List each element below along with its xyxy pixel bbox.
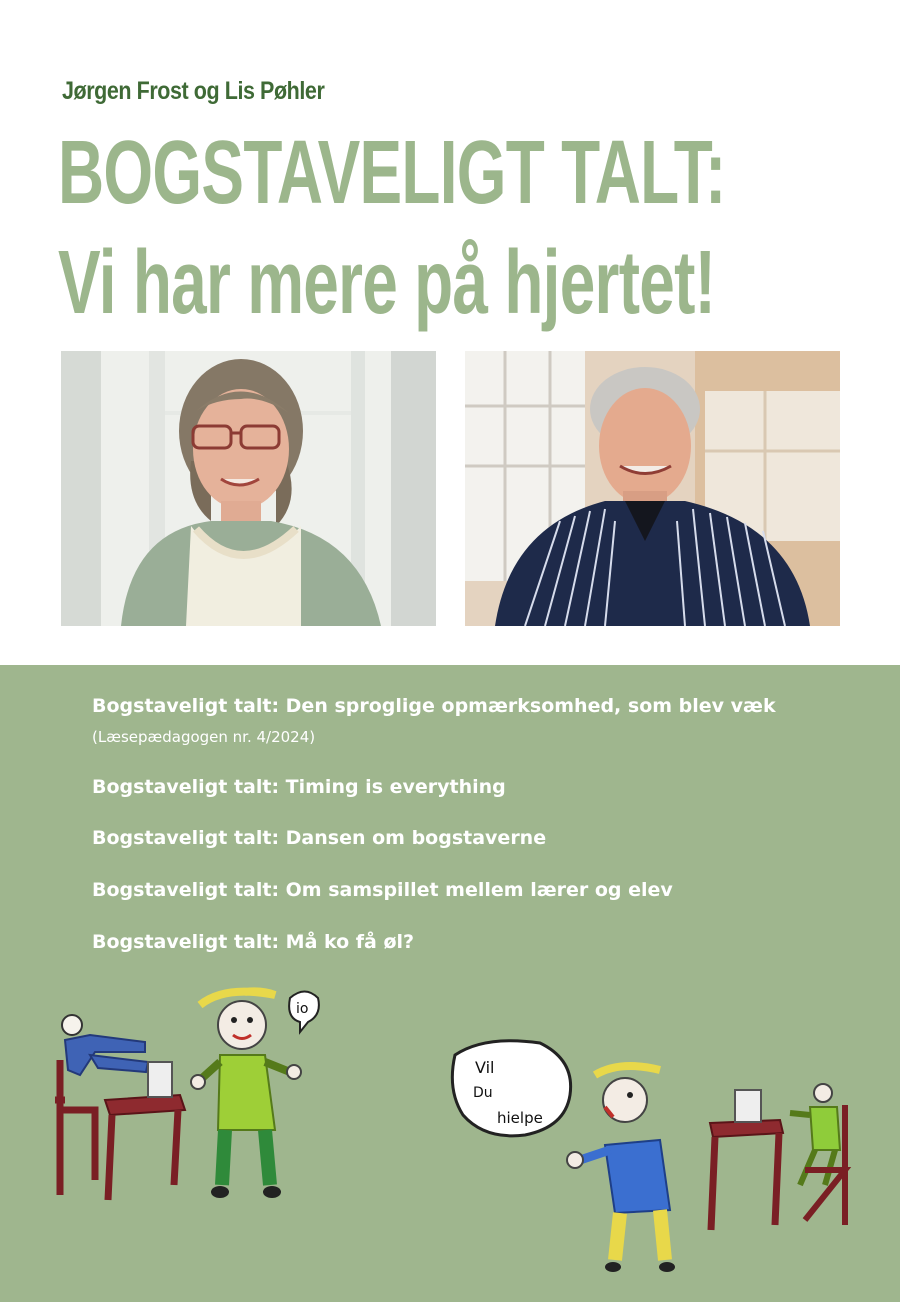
contents-item-1: Bogstaveligt talt: Den sproglige opmærksomhed, som blev væk [92, 695, 776, 717]
portrait-man-photo [465, 351, 840, 626]
title-line-1: BOGSTAVELIGT TALT: [58, 123, 726, 223]
authors: Jørgen Frost og Lis Pøhler [62, 77, 325, 105]
title-line-2: Vi har mere på hjertet! [58, 233, 716, 333]
contents-item-1-note: (Læsepædagogen nr. 4/2024) [92, 728, 316, 746]
child-drawing-right [445, 1035, 855, 1285]
portrait-woman-photo [61, 351, 436, 626]
left-bubble-text: io [296, 1001, 309, 1017]
contents-item-5: Bogstaveligt talt: Må ko få øl? [92, 931, 415, 953]
right-bubble-line-2: Du [473, 1085, 493, 1101]
right-bubble-line-1: Vil [475, 1058, 495, 1077]
contents-item-4: Bogstaveligt talt: Om samspillet mellem lærer og elev [92, 879, 673, 901]
contents-item-3: Bogstaveligt talt: Dansen om bogstaverne [92, 827, 547, 849]
child-drawing-left [50, 980, 340, 1220]
right-bubble-line-3: hielpe [497, 1109, 543, 1127]
contents-item-2: Bogstaveligt talt: Timing is everything [92, 776, 506, 798]
